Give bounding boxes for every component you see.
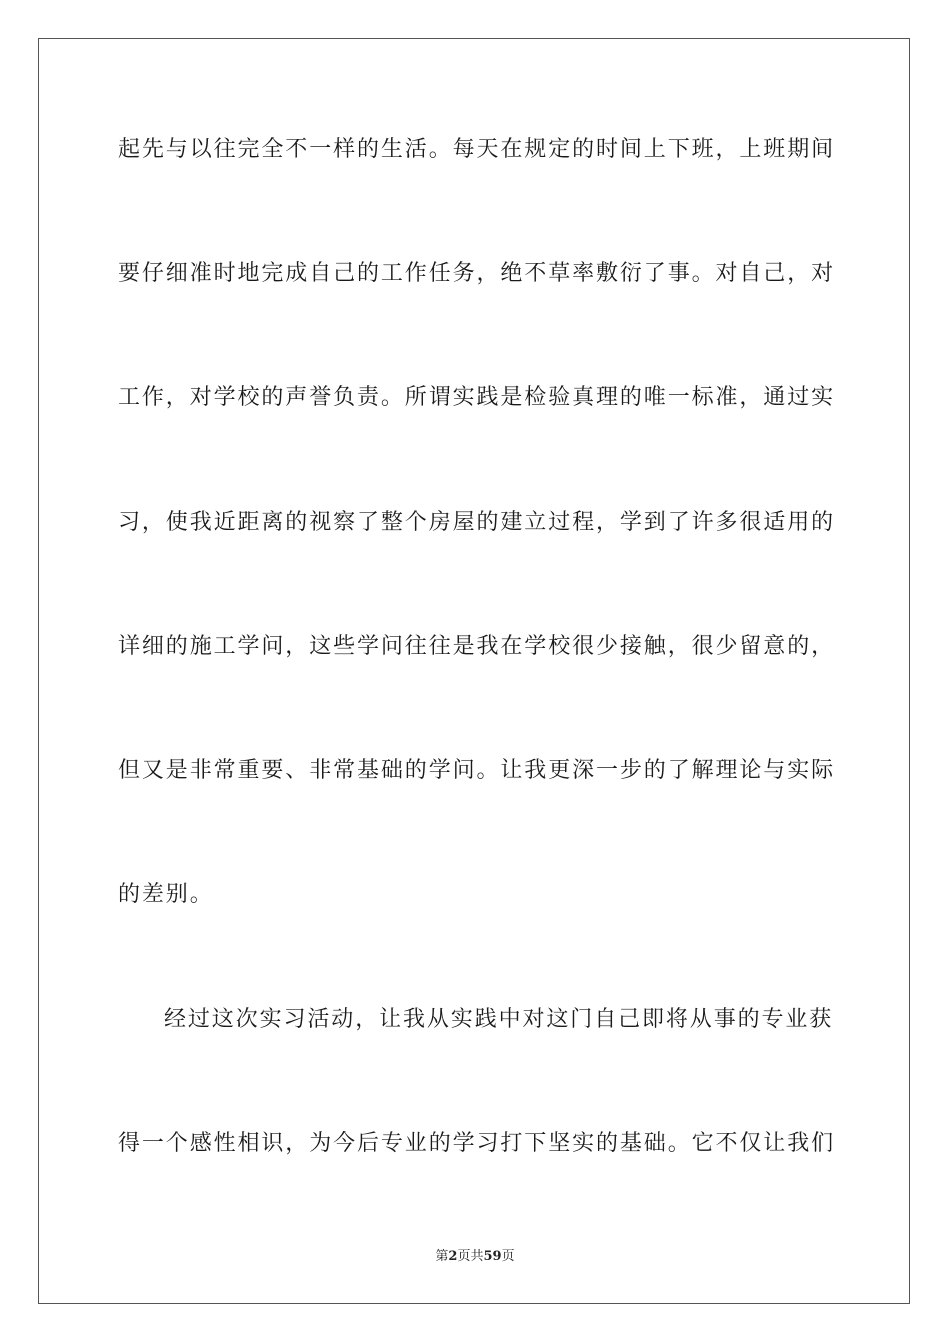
paragraph-start-line: 经过这次实习活动，让我从实践中对这门自己即将从事的专业获 — [164, 1007, 834, 1032]
body-line: 得一个感性相识，为今后专业的学习打下坚实的基础。它不仅让我们 — [118, 1131, 836, 1156]
total-suffix: 页 — [501, 1249, 515, 1264]
page-prefix: 第 — [435, 1249, 449, 1264]
page-suffix: 页 — [457, 1249, 471, 1264]
total-pages: 59 — [483, 1249, 502, 1264]
page-border — [38, 38, 910, 1304]
total-prefix: 共 — [470, 1249, 484, 1264]
body-line: 但又是非常重要、非常基础的学问。让我更深一步的了解理论与实际 — [118, 758, 836, 783]
body-line: 起先与以往完全不一样的生活。每天在规定的时间上下班，上班期间 — [118, 137, 836, 162]
body-line: 的差别。 — [118, 882, 214, 907]
body-line: 工作，对学校的声誉负责。所谓实践是检验真理的唯一标准，通过实 — [118, 385, 836, 410]
body-line: 详细的施工学问，这些学问往往是我在学校很少接触，很少留意的， — [118, 634, 836, 659]
page-number: 2 — [448, 1249, 458, 1264]
body-line: 习，使我近距离的视察了整个房屋的建立过程，学到了许多很适用的 — [118, 510, 836, 535]
page-footer — [0, 1249, 950, 1265]
body-line: 要仔细准时地完成自己的工作任务，绝不草率敷衍了事。对自己，对 — [118, 261, 836, 286]
